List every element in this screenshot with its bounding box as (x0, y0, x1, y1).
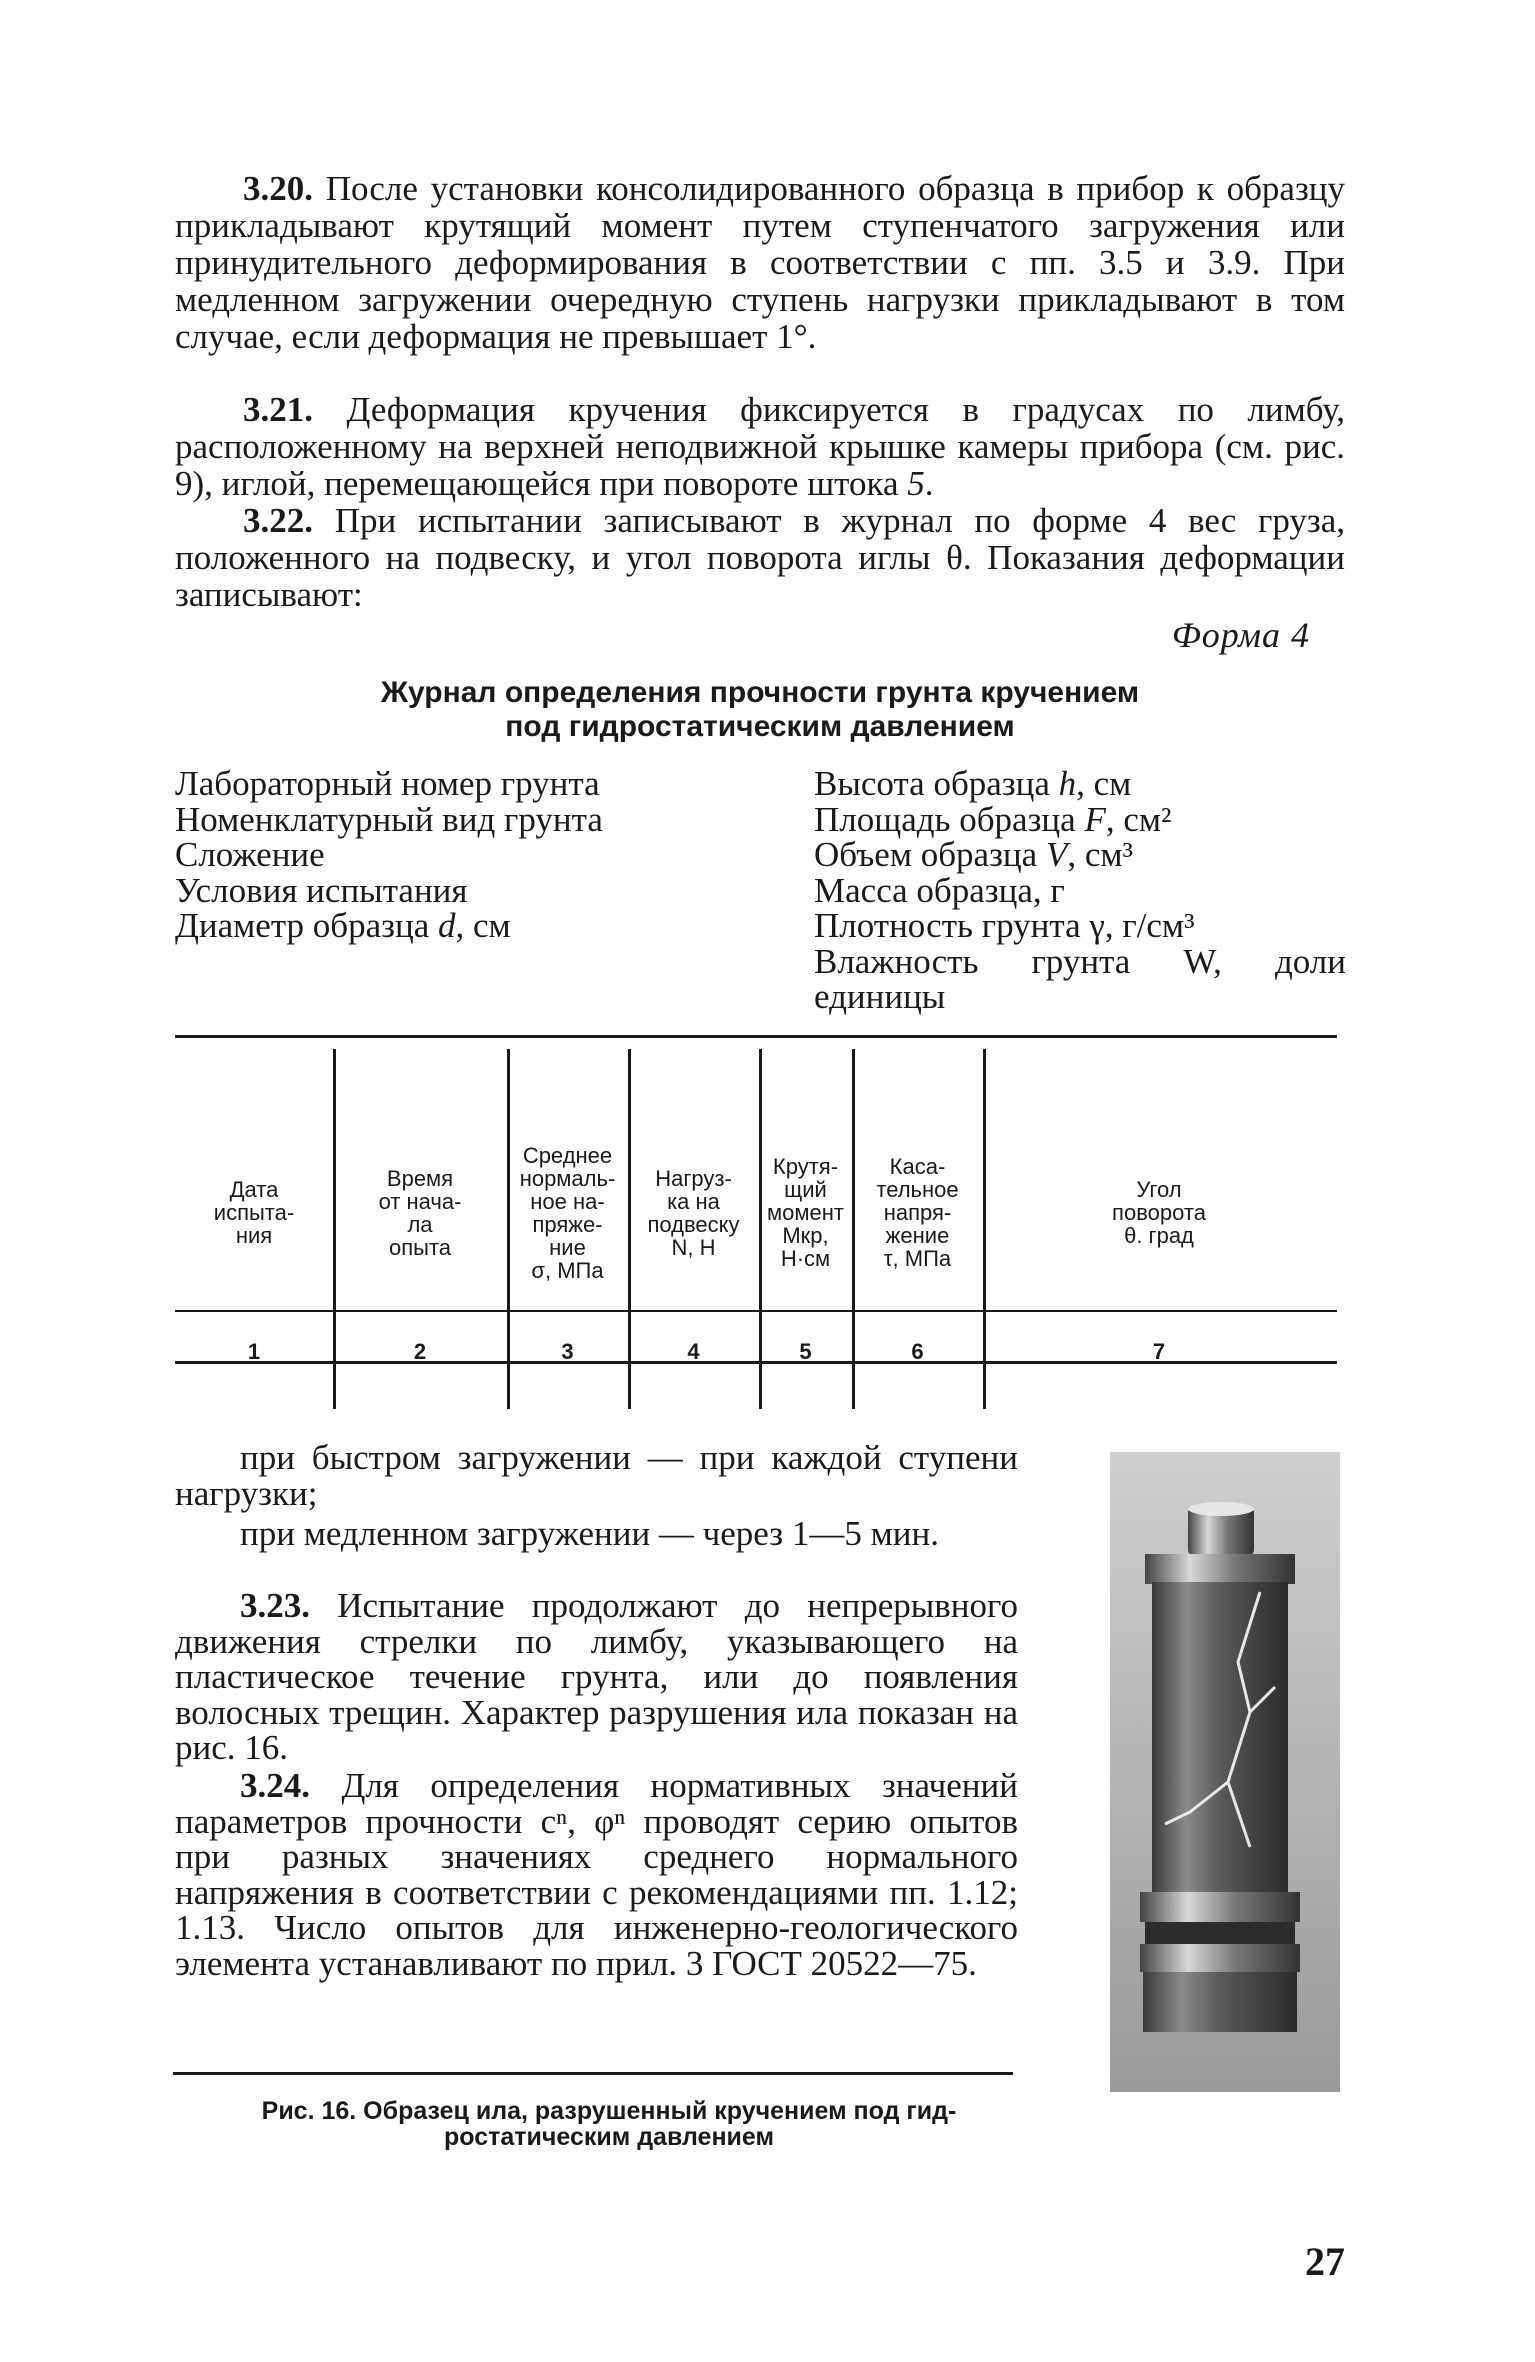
paragraph-text: Для определения нормативных значений параметров прочности cⁿ, φⁿ проводят серию опытов при разных значениях среднего нормального напряжения в соответствии с рекомендациями пп. 1.12; 1.13. Число опытов для инженерно-геологического элемента устанавливают по прил. 3 ГОСТ 20522—75. (175, 1766, 1019, 1983)
meta-field: Объем образца V, см³ (814, 835, 1134, 874)
meta-field: Лабораторный номер грунта (175, 764, 600, 803)
paragraph-3-21: 3.21. Деформация кручения фиксируется в градусах по лимбу, расположенному на верхней неподвижной крышке камеры прибора (см. рис. 9), иглой, перемещающейся при повороте штока 5. (175, 390, 1346, 503)
paragraph-text: Испытание продолжают до непрерывного движения стрелки по лимбу, указывающего на пластическое течение грунта, или до появления волосных трещин. Характер разрушения ила показан на рис. 16. (175, 1586, 1018, 1767)
column-number: 5 (799, 1339, 812, 1364)
meta-field: Плотность грунта γ, г/см³ (814, 906, 1195, 945)
column-header: Среднее нормаль- ное на- пряже- ние σ, МПа (519, 1142, 616, 1283)
caption-rule (173, 2072, 1013, 2075)
caption-line: ростатическим давлением (444, 2123, 774, 2151)
column-header: Время от нача- ла опыта (378, 1165, 462, 1260)
load-slow-line: при медленном загружении — через 1—5 мин. (240, 1514, 939, 1553)
column-number: 3 (561, 1339, 574, 1364)
meta-field: единицы (814, 977, 946, 1016)
paragraph-3-23 (175, 1588, 1018, 1766)
meta-field: Диаметр образца d, см (175, 906, 511, 945)
meta-field: Влажность грунта W, доли (814, 941, 1346, 981)
section-number: 3.20. (243, 169, 313, 208)
journal-title (175, 676, 1345, 744)
meta-field: Площадь образца F, см² (814, 799, 1172, 839)
meta-field: Масса образца, г (814, 870, 1065, 910)
figure-caption (175, 2098, 1043, 2150)
paragraph-3-20 (175, 170, 1345, 355)
section-number: 3.23. (240, 1586, 310, 1625)
column-number: 7 (1152, 1339, 1166, 1364)
column-header: Нагруз- ка на подвеску N, Н (647, 1165, 740, 1260)
column-number: 1 (247, 1339, 261, 1364)
journal-table (175, 1035, 1335, 1420)
page-number: 27 (1305, 2239, 1345, 2284)
column-number: 4 (687, 1339, 700, 1364)
column-number: 2 (413, 1339, 427, 1364)
column-header: Крутя- щий момент Mкр, Н·см (767, 1154, 844, 1271)
meta-field: Высота образца h, см (814, 764, 1132, 803)
meta-field: Сложение (175, 835, 325, 874)
shaft-number: 5 (907, 464, 925, 503)
sample-info-right (814, 766, 1346, 1015)
table-top-rule (175, 1035, 1337, 1038)
paragraph-text: Деформация кручения фиксируется в градусах по лимбу, расположенному на верхней неподвижной крышке камеры прибора (см. рис. 9), иглой, перемещающейся при повороте штока (175, 390, 1346, 503)
journal-title-line: под гидростатическим давлением (505, 710, 1015, 743)
meta-field: Условия испытания (175, 870, 468, 910)
silt-sample-photo (1110, 1452, 1340, 2092)
column-number: 6 (911, 1339, 924, 1364)
paragraph-3-22 (175, 502, 1345, 613)
column-header: Каса- тельное напря- жение τ, МПа (876, 1154, 959, 1271)
paragraph-text: После установки консолидированного образца в прибор к образцу прикладывают крутящий момент путем ступенчатого загружения или принудительного деформирования в соответствии с пп. 3.5 и 3.9. При медленном загружении очередную ступень нагрузки прикладывают в том случае, если деформация не превышает 1°. (175, 169, 1346, 356)
form-label: Форма 4 (1171, 615, 1310, 655)
caption-line: Рис. 16. Образец ила, разрушенный кручением под гид- (261, 2097, 957, 2125)
section-number: 3.24. (240, 1766, 310, 1805)
column-header: Угол поворота θ. град (1112, 1177, 1206, 1248)
section-number: 3.22. (243, 501, 313, 540)
load-fast-line: при быстром загружении — при каждой ступени нагрузки; (175, 1438, 1018, 1513)
column-header: Дата испыта- ния (213, 1177, 295, 1248)
paragraph-text: При испытании записывают в журнал по форме 4 вес груза, положенного на подвеску, и угол поворота иглы θ. Показания деформации записывают: (175, 501, 1345, 614)
sample-info-left (175, 766, 735, 944)
section-number: 3.21. (243, 390, 313, 429)
journal-title-line: Журнал определения прочности грунта кручением (380, 676, 1140, 709)
paragraph-3-24 (175, 1768, 1018, 1981)
meta-field: Номенклатурный вид грунта (175, 799, 603, 839)
